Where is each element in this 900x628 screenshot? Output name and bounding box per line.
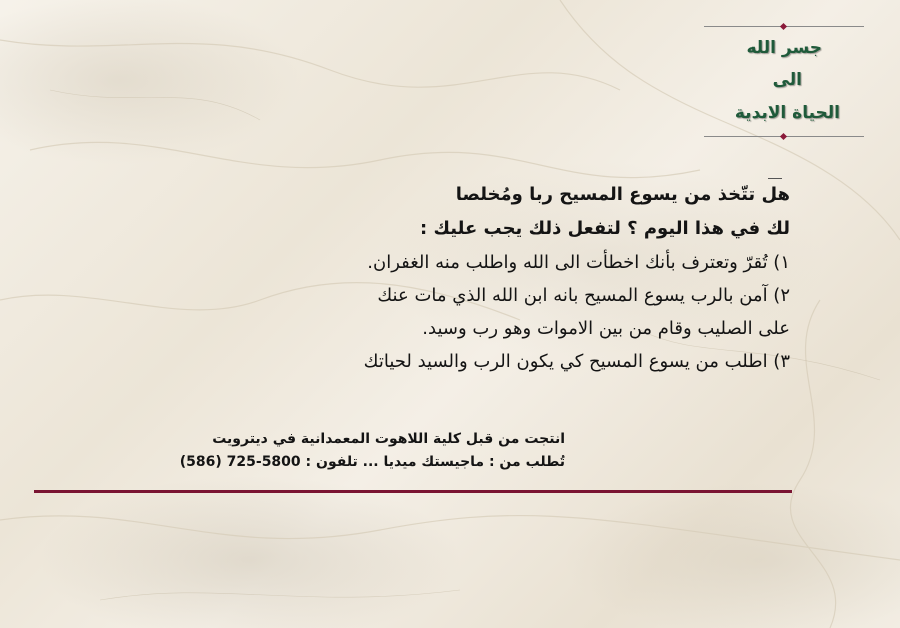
title-line-2: الى (772, 70, 802, 90)
title-line-1: جسر الله (746, 38, 822, 58)
title-box (704, 18, 864, 142)
step-3: ٣) اطلب من يسوع المسيح كي يكون الرب والسيد لحياتك (363, 351, 790, 372)
step-2-line-1: ٢) آمن بالرب يسوع المسيح بانه ابن الله الذي مات عنك (377, 285, 790, 306)
title-bottom-ornament (780, 133, 787, 140)
main-text (200, 178, 790, 378)
question-line-2: لك في هذا اليوم ؟ لتفعل ذلك يجب عليك : (420, 218, 790, 239)
question-line-1: هل تتّخذ من يسوع المسيح ربا ومُخلصا (455, 184, 790, 205)
step-1: ١) تُقرّ وتعترف بأنك اخطأت الى الله واطلب منه الغفران. (367, 252, 790, 273)
order-prefix: تُطلب من : ماجيستك ميديا ... تلفون : (305, 454, 565, 470)
order-line (100, 451, 565, 474)
title-line-3: الحياة الابدية (734, 103, 840, 123)
footer (100, 428, 565, 474)
footer-divider (34, 490, 792, 493)
step-2-line-2: على الصليب وقام من بين الاموات وهو رب وسيد. (422, 318, 790, 339)
phone-number: (586) 725-5800 (179, 454, 301, 470)
produced-by: انتجت من قبل كلية اللاهوت المعمدانية في ديترويت (212, 431, 565, 447)
title-top-ornament (780, 23, 787, 30)
